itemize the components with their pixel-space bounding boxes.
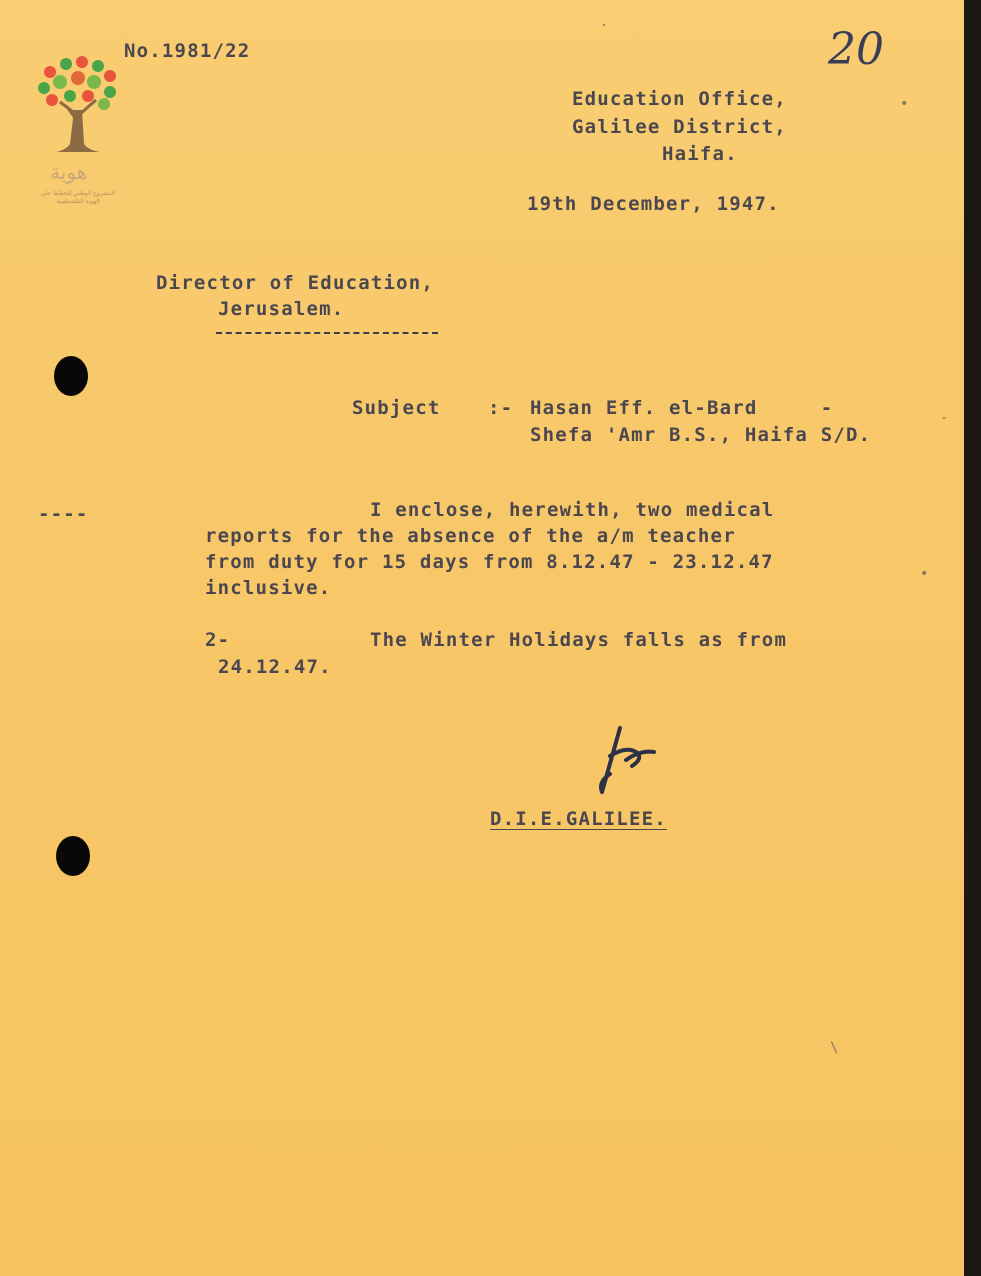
logo-caption-line-2: الهوية الفلسطينية bbox=[56, 198, 100, 205]
scan-edge bbox=[964, 0, 981, 1276]
scan-speck: - bbox=[940, 410, 949, 426]
margin-mark: ---- bbox=[38, 503, 89, 525]
scan-speck: • bbox=[900, 96, 909, 112]
logo-mark-text: هوية bbox=[50, 160, 88, 184]
sender-line-2: Galilee District, bbox=[572, 116, 787, 138]
subject-line-1: Hasan Eff. el-Bard - bbox=[530, 397, 834, 419]
subject-line-2: Shefa 'Amr B.S., Haifa S/D. bbox=[530, 424, 872, 446]
handwritten-signature bbox=[580, 722, 670, 802]
body-para1-line-1: I enclose, herewith, two medical bbox=[370, 499, 775, 521]
scan-speck: \ bbox=[830, 1040, 839, 1056]
subject-separator: :- bbox=[488, 397, 514, 419]
logo-caption bbox=[28, 190, 128, 206]
body-para1-line-3: from duty for 15 days from 8.12.47 - 23.12.47 bbox=[205, 551, 774, 573]
logo-caption-line-1: المشروع الوطني للحفاظ على bbox=[40, 190, 116, 197]
body-para1-line-4: inclusive. bbox=[205, 577, 332, 599]
reference-number: No.1981/22 bbox=[124, 40, 251, 62]
body-para1-line-2: reports for the absence of the a/m teacher bbox=[205, 525, 736, 547]
sender-line-1: Education Office, bbox=[572, 88, 787, 110]
folio-number: 20 bbox=[828, 24, 884, 75]
addressee-underline bbox=[216, 332, 438, 334]
addressee-line-2: Jerusalem. bbox=[218, 298, 345, 320]
addressee-line-1: Director of Education, bbox=[156, 272, 435, 294]
body-para2-number: 2- bbox=[205, 629, 231, 651]
punch-hole-top bbox=[54, 356, 88, 396]
body-para2-line-1: The Winter Holidays falls as from bbox=[370, 629, 788, 651]
scan-speck: · bbox=[600, 18, 609, 34]
subject-label: Subject bbox=[352, 397, 441, 419]
sender-line-3: Haifa. bbox=[662, 143, 738, 165]
signature-block: D.I.E.GALILEE. bbox=[490, 808, 667, 830]
body-para2-line-2: 24.12.47. bbox=[218, 656, 332, 678]
scan-speck: • bbox=[920, 566, 929, 582]
punch-hole-bottom bbox=[56, 836, 90, 876]
letter-date: 19th December, 1947. bbox=[527, 193, 780, 215]
